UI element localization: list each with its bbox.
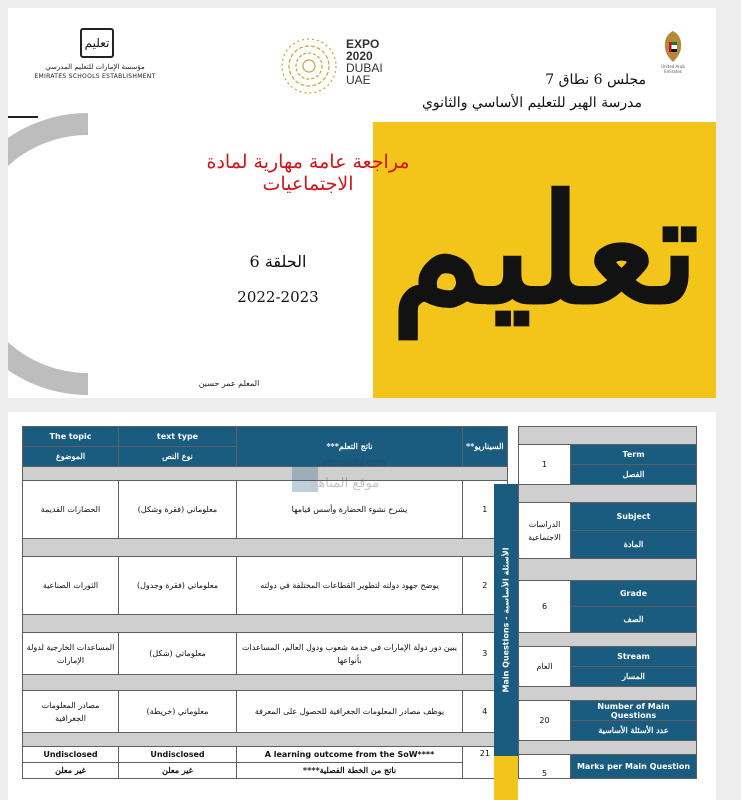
table-row	[23, 557, 508, 615]
ese-logo-arabic: مؤسسة الإمارات للتعليم المدرسي	[45, 63, 145, 71]
subject-label-en: Subject	[571, 503, 697, 531]
spacer-row	[23, 733, 508, 747]
stream-label-ar: المسار	[571, 667, 697, 687]
spacer-row	[519, 559, 697, 581]
row-text-type: معلوماتي (فقرة وشكل)	[119, 481, 237, 539]
header-scenario: السيناريو**	[463, 427, 508, 467]
main-questions-label-en: Number of Main Questions	[571, 701, 697, 721]
academic-year: 2022-2023	[237, 288, 319, 306]
row-number: 1	[463, 481, 508, 539]
footer-row-ar	[23, 763, 508, 779]
cover-slide	[8, 8, 716, 398]
term-value: 1	[519, 445, 571, 485]
table-row	[23, 481, 508, 539]
spacer-row	[519, 687, 697, 701]
questions-table	[22, 426, 508, 779]
row-outcome: يوضح جهود دولته لتطوير القطاعات المختلفة في دولته	[237, 557, 463, 615]
footer-text-type-ar: غير معلن	[119, 763, 237, 779]
spacer-row	[519, 485, 697, 503]
marks-value: 5	[519, 755, 571, 779]
main-questions-label-ar: عدد الأسئلة الأساسية	[571, 721, 697, 741]
spacer-row	[23, 539, 508, 557]
cycle-label: الحلقة 6	[249, 252, 307, 271]
spacer-row	[519, 633, 697, 647]
row-outcome: يوظف مصادر المعلومات الجغرافية للحصول على المعرفة	[237, 691, 463, 733]
footer-text-type-en: Undisclosed	[119, 747, 237, 763]
footer-row-en	[23, 747, 508, 763]
stream-value: العام	[519, 647, 571, 687]
stream-label-en: Stream	[571, 647, 697, 667]
spacer-row	[23, 467, 508, 481]
row-text-type: معلوماتي (شكل)	[119, 633, 237, 675]
grade-label-ar: الصف	[571, 607, 697, 633]
header-text-type-ar: نوع النص	[119, 447, 237, 467]
marks-label-en: Marks per Main Question	[571, 755, 697, 779]
expo-line-4: UAE	[346, 73, 371, 87]
school-name: مدرسة الهير للتعليم الأساسي والثانوي	[421, 95, 642, 111]
spacer-row	[519, 741, 697, 755]
grey-arc-decoration	[8, 104, 98, 398]
row-topic: الثورات الصناعية	[23, 557, 119, 615]
footer-topic-en: Undisclosed	[23, 747, 119, 763]
row-number: 4	[463, 691, 508, 733]
main-questions-label: Main Questions - الأسئلة الأساسية	[501, 547, 511, 693]
uae-emblem-caption: United Arab Emirates	[661, 64, 685, 74]
footer-topic-ar: غير معلن	[23, 763, 119, 779]
yellow-strip	[494, 756, 518, 800]
header-text-type-en: text type	[119, 427, 237, 447]
spacer-row	[23, 615, 508, 633]
row-outcome: يشرح نشوء الحضارة وأسس قيامها	[237, 481, 463, 539]
row-outcome: يبين دور دولة الإمارات في خدمة شعوب ودول العالم، المساعدات بأنواعها	[237, 633, 463, 675]
main-questions-value: 20	[519, 701, 571, 741]
expo-line-1: EXPO	[346, 37, 380, 51]
grade-label-en: Grade	[571, 581, 697, 607]
grade-value: 6	[519, 581, 571, 633]
main-title: مراجعة عامة مهارية لمادة الاجتماعيات	[206, 151, 410, 195]
ese-logo-mark: تعليم	[80, 28, 114, 58]
uae-emblem-icon	[658, 28, 688, 68]
footer-outcome-ar: ناتج من الخطة الفصلية****	[237, 763, 463, 779]
accent-line	[8, 116, 38, 118]
row-topic: مصادر المعلومات الجغرافية	[23, 691, 119, 733]
subject-value: الدراسات الاجتماعية	[519, 503, 571, 559]
exam-spec-page	[8, 412, 716, 800]
row-number: 3	[463, 633, 508, 675]
watermark-site: almanahj.com	[322, 458, 386, 468]
header-topic-en: The topic	[23, 427, 119, 447]
expo-line-2: 2020	[346, 49, 373, 63]
watermark-arabic: موقع المناهج	[310, 476, 380, 491]
subject-label-ar: المادة	[571, 531, 697, 559]
header-topic-ar: الموضوع	[23, 447, 119, 467]
expo-rings-icon	[274, 36, 344, 96]
term-label-en: Term	[571, 445, 697, 465]
expo-line-3: DUBAI	[346, 61, 383, 75]
exam-info-table	[518, 426, 697, 779]
term-label-ar: الفصل	[571, 465, 697, 485]
ese-logo	[30, 28, 160, 83]
table-row	[23, 691, 508, 733]
row-text-type: معلوماتي (خريطة)	[119, 691, 237, 733]
ese-logo-english: EMIRATES SCHOOLS ESTABLISHMENT	[34, 73, 156, 80]
row-topic: الحضارات القديمة	[23, 481, 119, 539]
teacher-name: المعلم عمر حسين	[198, 379, 260, 388]
header-outcome: ناتج التعلم***	[237, 427, 463, 467]
footer-outcome-en: A learning outcome from the SoW****	[237, 747, 463, 763]
row-text-type: معلوماتي (فقرة وجدول)	[119, 557, 237, 615]
table-row	[23, 633, 508, 675]
expo-wordmark	[346, 38, 383, 86]
spacer-row	[519, 427, 697, 445]
spacer-row	[23, 675, 508, 691]
almanahj-watermark	[292, 458, 402, 518]
row-number: 2	[463, 557, 508, 615]
brush-word-text: تعليم	[390, 162, 700, 338]
footer-number: 21	[463, 747, 508, 779]
school-council: مجلس 6 نطاق 7	[545, 72, 646, 88]
row-topic: المساعدات الخارجية لدولة الإمارات	[23, 633, 119, 675]
